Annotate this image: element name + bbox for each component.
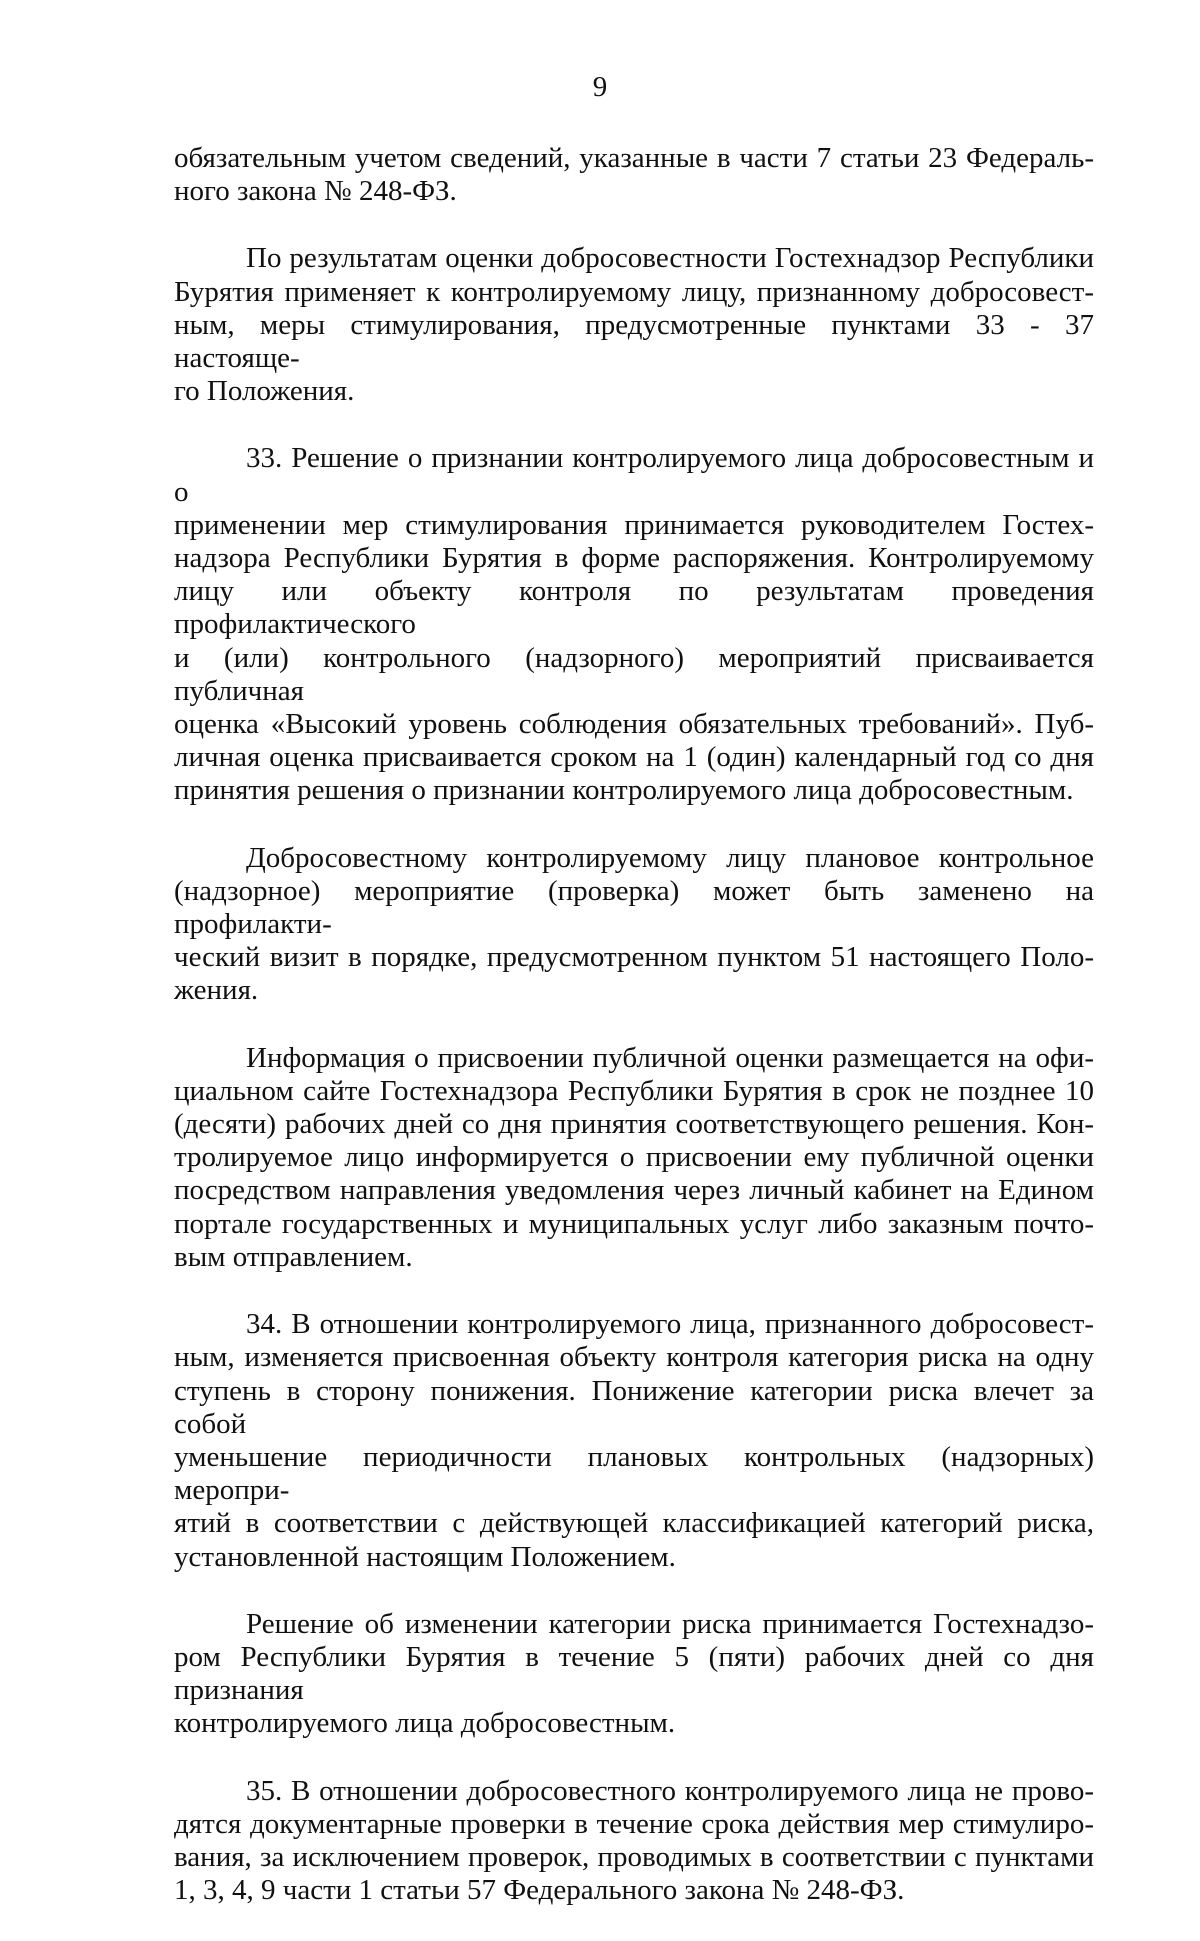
paragraph: [174, 442, 1094, 807]
text-line: дятся документарные проверки в течение срока действия мер стимулиро-: [174, 1807, 1094, 1840]
text-line: ятий в соответствии с действующей классификацией категорий риска,: [174, 1507, 1094, 1540]
text-line: Решение об изменении категории риска принимается Гостехнадзо-: [246, 1607, 1094, 1640]
paragraph: [174, 242, 1094, 408]
text-line: и (или) контрольного (надзорного) мероприятий присваивается публичная: [174, 641, 1094, 707]
text-line: установленной настоящим Положением.: [174, 1540, 676, 1573]
text-line: (десяти) рабочих дней со дня принятия соответствующего решения. Кон-: [174, 1108, 1094, 1141]
text-line: циальном сайте Гостехнадзора Республики Бурятия в срок не позднее 10: [174, 1074, 1094, 1107]
text-line: 35. В отношении добросовестного контролируемого лица не прово-: [246, 1774, 1094, 1807]
text-line: 34. В отношении контролируемого лица, признанного добросовест-: [246, 1308, 1094, 1341]
paragraph: [174, 1775, 1094, 1908]
text-line: вания, за исключением проверок, проводимых в соответствии с пунктами: [174, 1840, 1094, 1873]
text-line: Бурятия применяет к контролируемому лицу, признанному добросовест-: [174, 275, 1094, 308]
document-body: [174, 142, 1094, 1941]
text-line: 33. Решение о признании контролируемого лица добросовестным и о: [174, 442, 1094, 508]
text-line: (надзорное) мероприятие (проверка) может быть заменено на профилакти-: [174, 874, 1094, 941]
paragraph: [174, 1308, 1094, 1574]
page-number: 9: [592, 71, 608, 103]
text-line: обязательным учетом сведений, указанные в части 7 статьи 23 Федераль-: [174, 142, 1094, 174]
text-line: Информация о присвоении публичной оценки размещается на офи-: [246, 1041, 1094, 1074]
text-line: тролируемое лицо информируется о присвоении ему публичной оценки: [174, 1141, 1094, 1174]
paragraph: [174, 842, 1094, 1008]
text-line: надзора Республики Бурятия в форме распоряжения. Контролируемому: [174, 542, 1094, 575]
text-line: контролируемого лица добросовестным.: [174, 1707, 676, 1740]
text-line: вым отправлением.: [174, 1240, 413, 1273]
text-line: ным, изменяется присвоенная объекту контроля категория риска на одну: [174, 1341, 1094, 1374]
text-line: личная оценка присваивается сроком на 1 (один) календарный год со дня: [174, 741, 1094, 774]
text-line: ром Республики Бурятия в течение 5 (пяти) рабочих дней со дня признания: [174, 1640, 1094, 1707]
text-line: ным, меры стимулирования, предусмотренные пунктами 33 - 37 настояще-: [174, 308, 1094, 375]
text-line: ного закона № 248-ФЗ.: [174, 175, 457, 208]
text-line: лицу или объекту контроля по результатам проведения профилактического: [174, 575, 1094, 641]
paragraph: [174, 1608, 1094, 1741]
text-line: уменьшение периодичности плановых контрольных (надзорных) меропри-: [174, 1440, 1094, 1507]
text-line: оценка «Высокий уровень соблюдения обязательных требований». Пуб-: [174, 708, 1094, 741]
text-line: По результатам оценки добросовестности Гостехнадзор Республики: [246, 242, 1094, 275]
text-line: Добросовестному контролируемому лицу плановое контрольное: [246, 841, 1094, 874]
text-line: жения.: [174, 974, 259, 1007]
text-line: портале государственных и муниципальных услуг либо заказным почто-: [174, 1207, 1094, 1240]
text-line: принятия решения о признании контролируемого лица добросовестным.: [174, 774, 1074, 807]
text-line: ческий визит в порядке, предусмотренном пунктом 51 настоящего Поло-: [174, 941, 1094, 974]
text-line: го Положения.: [174, 375, 355, 408]
text-line: 1, 3, 4, 9 части 1 статьи 57 Федерального закона № 248-ФЗ.: [174, 1874, 905, 1907]
paragraph: [174, 142, 1094, 208]
paragraph: [174, 1042, 1094, 1274]
text-line: применении мер стимулирования принимается руководителем Гостех-: [174, 508, 1094, 541]
text-line: ступень в сторону понижения. Понижение категории риска влечет за собой: [174, 1374, 1094, 1440]
text-line: посредством направления уведомления через личный кабинет на Едином: [174, 1174, 1094, 1207]
